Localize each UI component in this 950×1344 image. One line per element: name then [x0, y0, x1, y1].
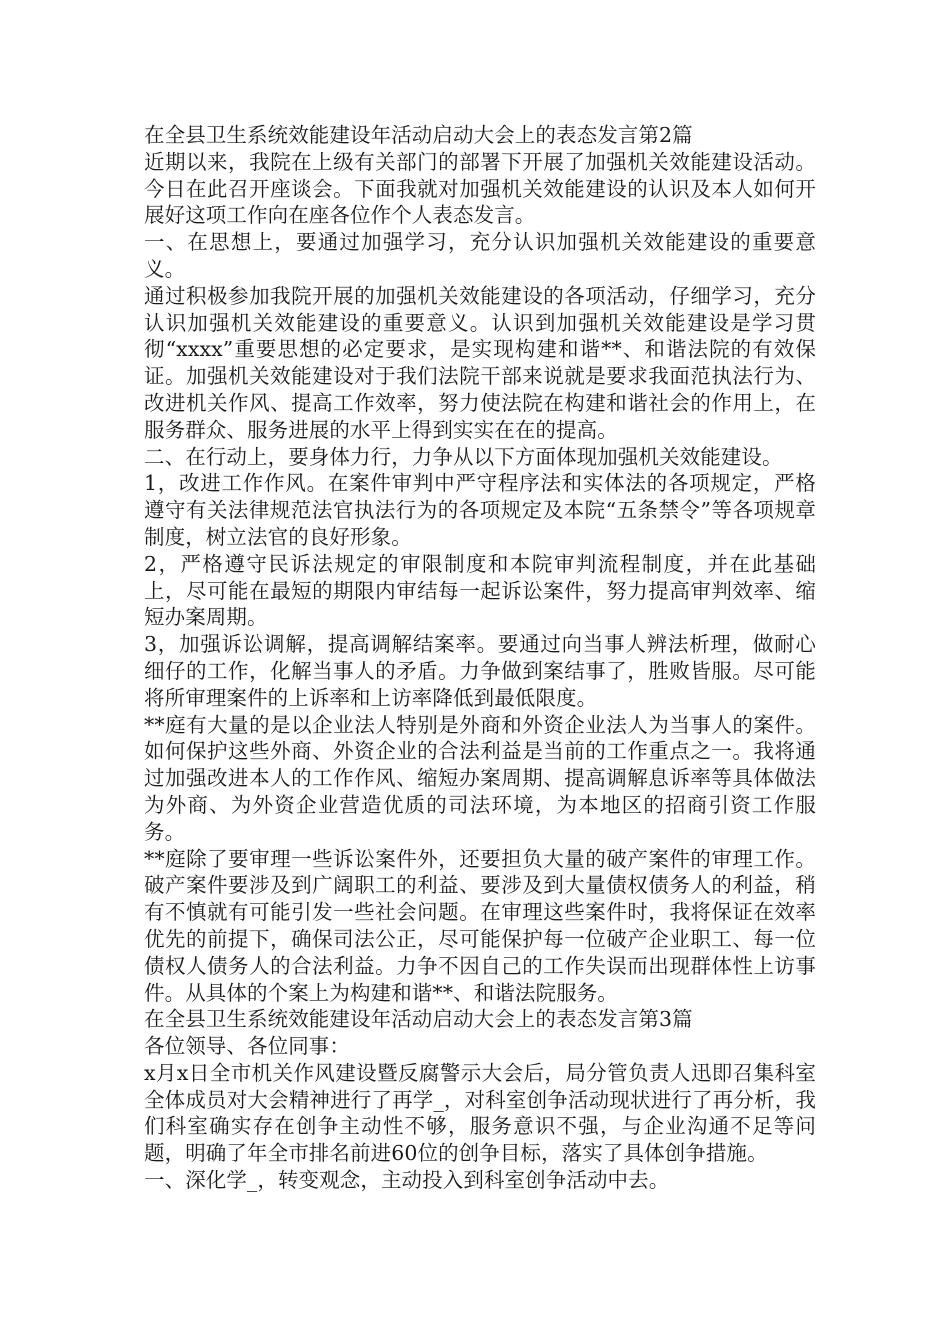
paragraph: x月x日全市机关作风建设暨反腐警示大会后，局分管负责人迅即召集科室全体成员对大会精神进行了再学_，对科室创争活动现状进行了再分析，我们科室确实存在创争主动性不够，服务意识不强，与企业沟通不足等问题，明确了年全市排名前进60位的创争目标，落实了具体创争措施。 — [144, 1060, 816, 1166]
paragraph: 2，严格遵守民诉法规定的审限制度和本院审判流程制度，并在此基础上，尽可能在最短的期限内审结每一起诉讼案件，努力提高审判效率、缩短办案周期。 — [144, 551, 816, 630]
paragraph: 近期以来，我院在上级有关部门的部署下开展了加强机关效能建设活动。今日在此召开座谈会。下面我就对加强机关效能建设的认识及本人如何开展好这项工作向在座各位作个人表态发言。 — [144, 149, 816, 228]
paragraph: 1，改进工作作风。在案件审判中严守程序法和实体法的各项规定，严格遵守有关法律规范法官执法行为的各项规定及本院“五条禁令”等各项规章制度，树立法官的良好形象。 — [144, 471, 816, 549]
section-heading-2: 在全县卫生系统效能建设年活动启动大会上的表态发言第2篇 — [144, 123, 693, 147]
paragraph: **庭有大量的是以企业法人特别是外商和外资企业法人为当事人的案件。如何保护这些外商、外资企业的合法利益是当前的工作重点之一。我将通过加强改进本人的工作作风、缩短办案周期、提高调解息诉率等具体做法为外商、为外资企业营造优质的司法环境，为本地区的招商引资工作服务。 — [144, 712, 816, 844]
paragraph: **庭除了要审理一些诉讼案件外，还要担负大量的破产案件的审理工作。破产案件要涉及到广阔职工的利益、要涉及到大量债权债务人的利益，稍有不慎就有可能引发一些社会问题。在审理这些案件时，我将保证在效率优先的前提下，确保司法公正，尽可能保护每一位破产企业职工、每一位债权人债务人的合法利益。力争不因自己的工作失误而出现群体性上访事件。从具体的个案上为构建和谐**、和谐法院服务。 — [144, 846, 816, 1005]
document-body — [144, 122, 816, 1194]
section-heading-3: 在全县卫生系统效能建设年活动启动大会上的表态发言第3篇 — [144, 1007, 693, 1032]
salutation: 各位领导、各位同事： — [144, 1034, 350, 1059]
paragraph: 3，加强诉讼调解，提高调解结案率。要通过向当事人辨法析理，做耐心细仔的工作，化解当事人的矛盾。力争做到案结事了，胜败皆服。尽可能将所审理案件的上诉率和上访率降低到最低限度。 — [144, 632, 816, 710]
paragraph: 二、在行动上，要身体力行，力争从以下方面体现加强机关效能建设。 — [144, 444, 783, 469]
paragraph: 一、在思想上，要通过加强学习，充分认识加强机关效能建设的重要意义。 — [144, 230, 816, 281]
paragraph: 通过积极参加我院开展的加强机关效能建设的各项活动，仔细学习，充分认识加强机关效能建设的重要意义。认识到加强机关效能建设是学习贯彻“xxxx”重要思想的必定要求，是实现构建和谐**、和谐法院的有效保证。加强机关效能建设对于我们法院干部来说就是要求我面范执法行为、改进机关作风、提高工作效率，努力使法院在构建和谐社会的作用上，在服务群众、服务进展的水平上得到实实在在的提高。 — [144, 283, 816, 442]
paragraph: 一、深化学_，转变观念，主动投入到科室创争活动中去。 — [144, 1168, 670, 1193]
